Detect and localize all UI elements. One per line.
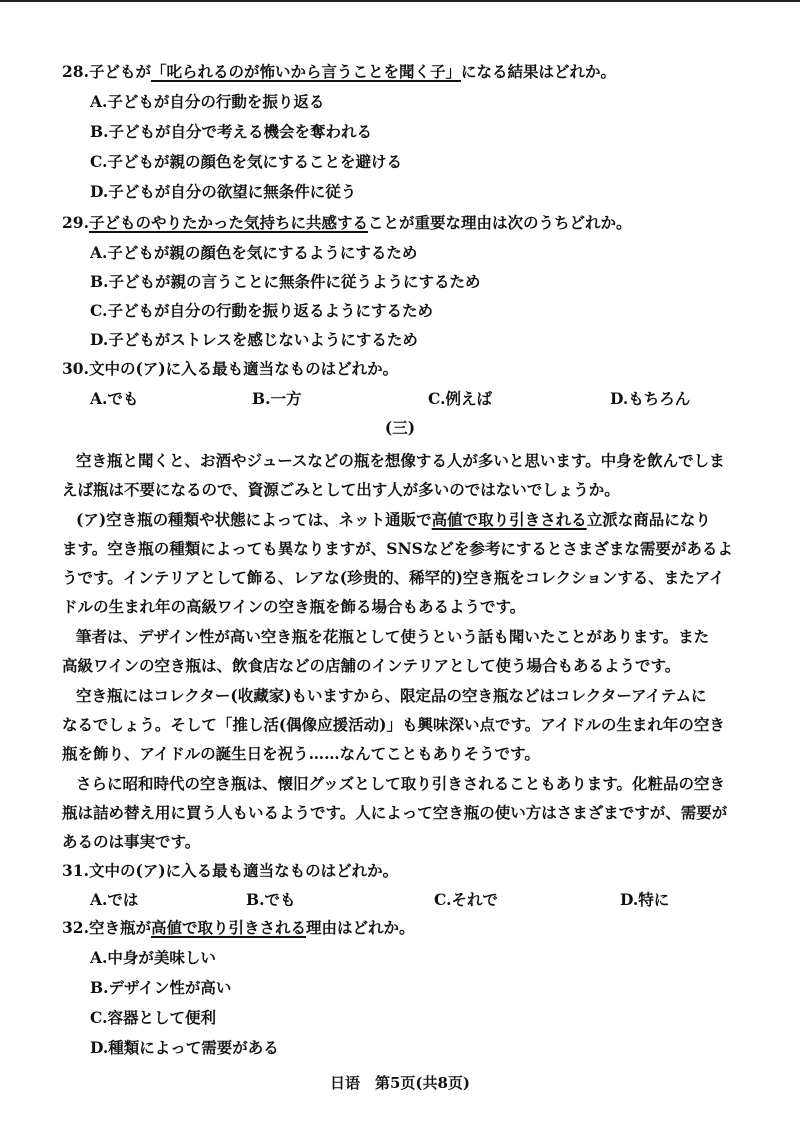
passage-line: えば瓶は不要になるので、資源ごみとして出す人が多いのではないでしょうか。 <box>62 480 620 499</box>
question-32-option-b[interactable]: B.デザイン性が高い <box>90 978 232 997</box>
passage-line: 瓶を飾り、アイドルの誕生日を祝う……なんてこともありそうです。 <box>62 744 540 763</box>
question-30-stem <box>62 359 398 379</box>
passage-line: 空き瓶と聞くと、お酒やジュースなどの瓶を想像する人が多いと思います。中身を飲んでしま <box>76 451 725 470</box>
question-number: 31. <box>62 861 89 880</box>
question-30-option-b[interactable]: B.一方 <box>252 389 302 408</box>
question-number: 28. <box>62 62 89 81</box>
passage-text: (ア)空き瓶の種類や状態によっては、ネット通販で <box>76 510 432 529</box>
question-number: 29. <box>62 213 89 232</box>
question-30-option-d[interactable]: D.もちろん <box>610 389 691 408</box>
passage-line: うです。インテリアとして飾る、レアな(珍贵的、稀罕的)空き瓶をコレクションする、またアイ <box>62 568 725 587</box>
question-28-option-b[interactable]: B.子どもが自分で考える機会を奪われる <box>90 122 372 141</box>
question-29-option-c[interactable]: C.子どもが自分の行動を振り返るようにするため <box>90 301 433 320</box>
question-31-stem <box>62 861 398 881</box>
question-30-option-a[interactable]: A.でも <box>90 389 139 408</box>
passage-line: 筆者は、デザイン性が高い空き瓶を花瓶として使うという話も聞いたことがあります。また <box>76 627 710 646</box>
question-31-option-a[interactable]: A.では <box>90 890 139 909</box>
passage-line: あるのは事実です。 <box>62 832 201 851</box>
passage-line: ドルの生まれ年の高級ワインの空き瓶を飾る場合もあるようです。 <box>62 597 526 616</box>
question-31-option-d[interactable]: D.特に <box>620 890 670 909</box>
question-29-option-a[interactable]: A.子どもが親の顔色を気にするようにするため <box>90 243 418 262</box>
page-footer: 日语 第5页(共8页) <box>329 1074 471 1092</box>
stem-text: 文中の(ア)に入る最も適当なものはどれか。 <box>88 861 399 880</box>
passage-line: ます。空き瓶の種類によっても異なりますが、SNSなどを参考にするとさまざまな需要があるよ <box>62 539 733 558</box>
stem-text: 文中の(ア)に入る最も適当なものはどれか。 <box>88 359 399 378</box>
underlined-phrase: 高値で取り引きされる <box>431 510 587 529</box>
passage-line: 空き瓶にはコレクター(收藏家)もいますから、限定品の空き瓶などはコレクターアイテムに <box>76 686 707 705</box>
question-32-option-c[interactable]: C.容器として便利 <box>90 1008 216 1027</box>
stem-text: 子どもが <box>88 62 151 81</box>
passage-line: なるでしょう。そして「推し活(偶像应援活动)」も興味深い点です。アイドルの生まれ年の空き <box>62 715 725 734</box>
stem-text: 空き瓶が <box>88 918 151 937</box>
section-heading: (三) <box>384 418 416 437</box>
question-31-option-b[interactable]: B.でも <box>246 890 296 909</box>
question-29-option-b[interactable]: B.子どもが親の言うことに無条件に従うようにするため <box>90 272 481 291</box>
question-29-stem <box>62 213 632 233</box>
passage-text: 立派な商品になり <box>586 510 711 529</box>
question-29-option-d[interactable]: D.子どもがストレスを感じないようにするため <box>90 330 418 349</box>
question-32-option-d[interactable]: D.種類によって需要がある <box>90 1038 279 1057</box>
question-30-option-c[interactable]: C.例えば <box>428 389 492 408</box>
stem-text: 理由はどれか。 <box>306 918 415 937</box>
top-rule <box>0 0 800 2</box>
underlined-phrase: 高値で取り引きされる <box>150 918 306 937</box>
passage-line: さらに昭和時代の空き瓶は、懐旧グッズとして取り引きされることもあります。化粧品の空き <box>76 774 725 793</box>
question-28-option-d[interactable]: D.子どもが自分の欲望に無条件に従う <box>90 182 357 201</box>
question-30-options <box>90 389 710 409</box>
passage-line <box>76 510 711 530</box>
passage-line: 瓶は詰め替え用に買う人もいるようです。人によって空き瓶の使い方はさまざまですが、需要が <box>62 803 728 822</box>
passage-line: 高級ワインの空き瓶は、飲食店などの店舗のインテリアとして使う場合もあるようです。 <box>62 656 681 675</box>
stem-text: ことが重要な理由は次のうちどれか。 <box>367 213 632 232</box>
question-31-option-c[interactable]: C.それで <box>434 890 498 909</box>
underlined-phrase: 子どものやりたかった気持ちに共感する <box>88 213 368 232</box>
question-28-option-a[interactable]: A.子どもが自分の行動を振り返る <box>90 92 325 111</box>
question-number: 30. <box>62 359 89 378</box>
underlined-phrase: 「叱られるのが怖いから言うことを聞く子」 <box>150 62 461 81</box>
question-31-options <box>90 890 710 910</box>
question-28-option-c[interactable]: C.子どもが親の顔色を気にすることを避ける <box>90 152 402 171</box>
question-number: 32. <box>62 918 89 937</box>
question-32-stem <box>62 918 415 938</box>
question-32-option-a[interactable]: A.中身が美味しい <box>90 948 216 967</box>
stem-text: になる結果はどれか。 <box>461 62 617 81</box>
question-28-stem <box>62 62 616 82</box>
